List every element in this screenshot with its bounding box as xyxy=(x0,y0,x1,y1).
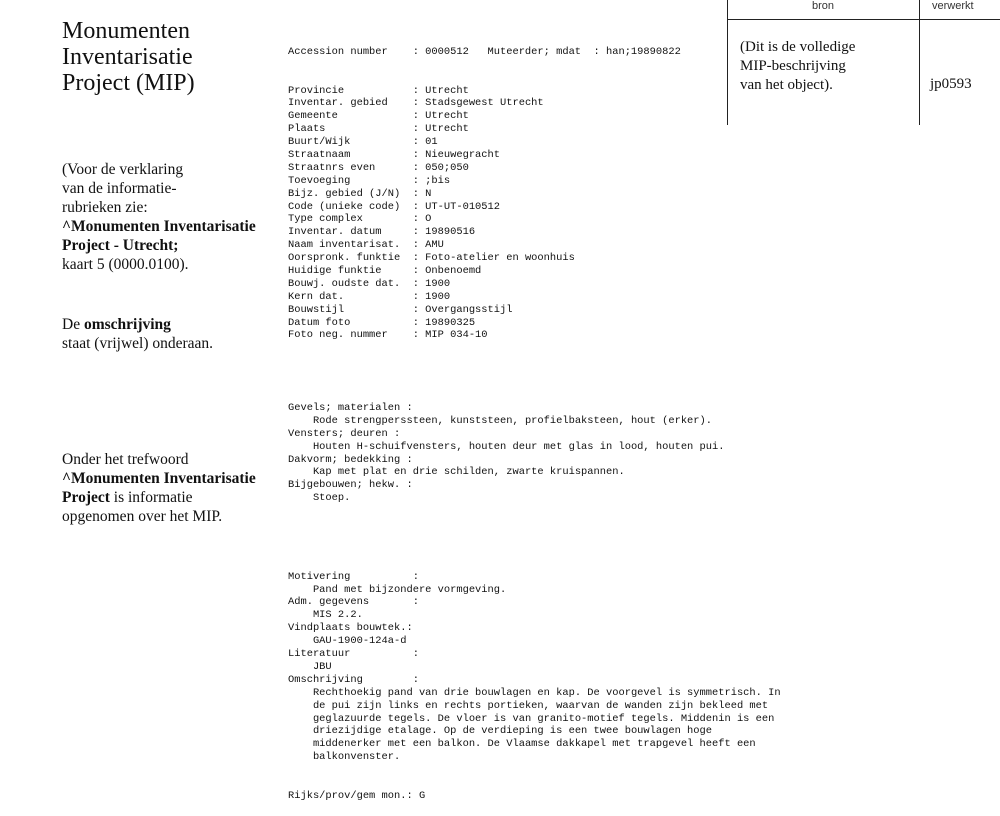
field-label: Provincie xyxy=(288,84,345,97)
section-label: Vindplaats bouwtek.: xyxy=(288,622,413,635)
field-label: Muteerder; mdat xyxy=(487,45,582,58)
column-header-verwerkt: verwerkt xyxy=(932,0,974,12)
crossref-link[interactable]: ^Monumenten Inventarisatie xyxy=(62,470,256,487)
section-label: Literatuur : xyxy=(288,648,419,661)
field-value: : Utrecht xyxy=(412,123,469,136)
monument-status: Rijks/prov/gem mon.: G xyxy=(288,789,426,802)
field-value: : ;bis xyxy=(412,174,451,187)
field-label: Inventar. datum xyxy=(288,226,382,239)
field-label: Oorspronk. funktie xyxy=(288,252,401,265)
note-line: Onder het trefwoord xyxy=(62,451,189,468)
field-label: Kern dat. xyxy=(288,290,345,303)
section-text: MIS 2.2. xyxy=(312,609,363,622)
field-value: : O xyxy=(412,213,432,226)
record-row xyxy=(288,329,781,342)
title-line: Project (MIP) xyxy=(62,70,195,96)
section-label: Motivering : xyxy=(288,570,419,583)
record-row xyxy=(288,226,781,239)
note-line: rubrieken zie: xyxy=(62,199,148,216)
record-row xyxy=(288,291,781,304)
section-text: GAU-1900-124a-d xyxy=(312,635,407,648)
field-value: : 1900 xyxy=(412,277,451,290)
note-line: kaart 5 (0000.0100). xyxy=(62,256,189,273)
note-line: van de informatie- xyxy=(62,180,177,197)
note-keyword-info xyxy=(62,450,256,526)
bron-line: (Dit is de volledige xyxy=(740,39,856,55)
field-label: Bijz. gebied (J/N) xyxy=(288,187,401,200)
document-title xyxy=(62,18,195,96)
field-value: : 19890516 xyxy=(412,226,476,239)
field-label: Gemeente xyxy=(288,110,338,123)
section-text: Kap met plat en drie schilden, zwarte kruispannen. xyxy=(312,466,625,479)
field-label: Straatnaam xyxy=(288,148,351,161)
field-value: : Stadsgewest Utrecht xyxy=(412,97,544,110)
section-text: Stoep. xyxy=(312,492,351,505)
column-header-bron: bron xyxy=(812,0,835,12)
field-label: Toevoeging xyxy=(288,174,351,187)
section-text: middenerker met een balkon. De Vlaamse dakkapel met trapgevel heeft een xyxy=(312,738,756,751)
field-label: Naam inventarisat. xyxy=(288,239,401,252)
field-value: : MIP 034-10 xyxy=(412,329,488,342)
section-text: de pui zijn links en rechts portieken, waarvan de wanden zijn bekleed met xyxy=(312,699,769,712)
record-row xyxy=(288,252,781,265)
field-value: : 01 xyxy=(412,136,438,149)
field-value: : Utrecht xyxy=(412,110,469,123)
record-row xyxy=(288,265,781,278)
bron-text xyxy=(740,38,855,95)
field-value: : Foto-atelier en woonhuis xyxy=(412,252,575,265)
section-text: balkonvenster. xyxy=(312,751,401,764)
record-row xyxy=(288,278,781,291)
field-value: : Overgangsstijl xyxy=(412,303,513,316)
section-label: Vensters; deuren : xyxy=(288,427,401,440)
record-row xyxy=(288,97,781,110)
table-divider xyxy=(727,19,1000,20)
note-line: opgenomen over het MIP. xyxy=(62,508,223,525)
section-label: Gevels; materialen : xyxy=(288,401,413,414)
field-value: : UT-UT-010512 xyxy=(412,200,500,213)
section-text: geglazuurde tegels. De vloer is van granito-motief tegels. Middenin is een xyxy=(312,712,775,725)
record-row xyxy=(288,239,781,252)
field-value: : 0000512 xyxy=(412,45,469,58)
note-reference xyxy=(62,160,256,274)
field-label: Inventar. gebied xyxy=(288,97,388,110)
note-description xyxy=(62,315,213,353)
section-text: Houten H-schuifvensters, houten deur met glas in lood, houten pui. xyxy=(312,440,725,453)
field-value: : 050;050 xyxy=(412,161,469,174)
field-value: : han;19890822 xyxy=(593,45,681,58)
section-label: Bijgebouwen; hekw. : xyxy=(288,479,413,492)
verwerkt-value: jp0593 xyxy=(930,76,972,92)
record-row xyxy=(288,201,781,214)
field-label: Bouwstijl xyxy=(288,303,345,316)
note-text: De xyxy=(62,316,84,333)
field-label: Buurt/Wijk xyxy=(288,136,351,149)
record-row xyxy=(288,213,781,226)
record-row xyxy=(288,304,781,317)
field-value: : 19890325 xyxy=(412,316,476,329)
field-value: : Onbenoemd xyxy=(412,264,482,277)
section-text: JBU xyxy=(312,660,332,673)
field-value: : AMU xyxy=(412,239,444,252)
field-value: : N xyxy=(412,187,432,200)
bron-line: MIP-beschrijving xyxy=(740,58,846,74)
field-label: Bouwj. oudste dat. xyxy=(288,277,401,290)
field-label: Type complex xyxy=(288,213,363,226)
crossref-link[interactable]: Project - Utrecht; xyxy=(62,237,179,254)
section-label: Omschrijving : xyxy=(288,673,419,686)
section-text: Rechthoekig pand van drie bouwlagen en kap. De voorgevel is symmetrisch. In xyxy=(312,686,781,699)
field-value: : Utrecht xyxy=(412,84,469,97)
field-label: Foto neg. nummer xyxy=(288,329,388,342)
section-label: Adm. gegevens : xyxy=(288,596,419,609)
field-label: Code (unieke code) xyxy=(288,200,401,213)
field-label: Plaats xyxy=(288,123,326,136)
note-line: (Voor de verklaring xyxy=(62,161,184,178)
field-label: Huidige funktie xyxy=(288,264,382,277)
field-value: : Nieuwegracht xyxy=(412,148,500,161)
title-line: Inventarisatie xyxy=(62,44,193,70)
crossref-link[interactable]: ^Monumenten Inventarisatie xyxy=(62,218,256,235)
record-row xyxy=(288,188,781,201)
field-label: Straatnrs even xyxy=(288,161,376,174)
record-row xyxy=(288,110,781,123)
field-label: Accession number xyxy=(288,45,388,58)
record-row xyxy=(288,123,781,136)
field-value: : 1900 xyxy=(412,290,451,303)
field-label: Datum foto xyxy=(288,316,351,329)
record-row xyxy=(288,149,781,162)
title-line: Monumenten xyxy=(62,18,190,44)
record-row xyxy=(288,175,781,188)
section-text: Rode strengperssteen, kunststeen, profielbaksteen, hout (erker). xyxy=(312,414,713,427)
record-row xyxy=(288,162,781,175)
bron-line: van het object). xyxy=(740,77,833,93)
mip-record xyxy=(288,20,781,816)
section-label: Dakvorm; bedekking : xyxy=(288,453,413,466)
record-row xyxy=(288,85,781,98)
note-text: is informatie xyxy=(109,489,193,506)
note-keyword: omschrijving xyxy=(83,316,171,333)
crossref-link[interactable]: Project xyxy=(62,489,110,506)
note-line: staat (vrijwel) onderaan. xyxy=(62,335,214,352)
record-row xyxy=(288,46,781,59)
record-row xyxy=(288,317,781,330)
section-text: Pand met bijzondere vormgeving. xyxy=(312,583,507,596)
record-row xyxy=(288,136,781,149)
section-text: driezijdige etalage. Op de verdieping is een twee bouwlagen hoge xyxy=(312,725,713,738)
